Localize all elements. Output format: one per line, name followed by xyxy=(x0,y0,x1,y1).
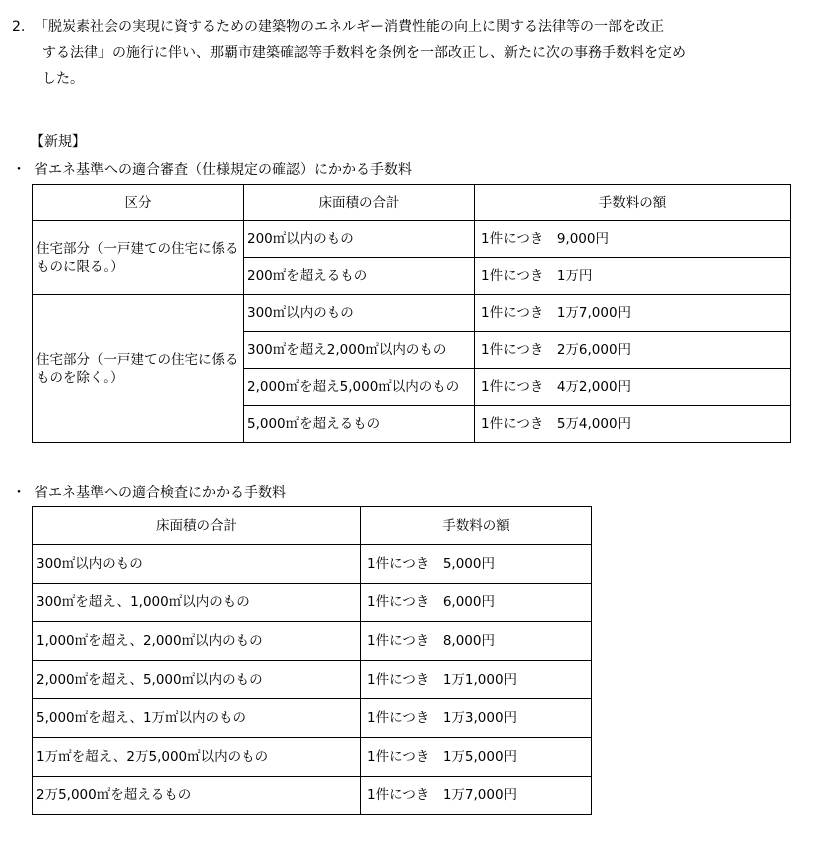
fee-cell: 1件につき 4万2,000円 xyxy=(475,369,791,406)
table-row xyxy=(33,699,592,738)
section-label-new: 【新規】 xyxy=(30,134,86,150)
fee-cell: 1件につき 1万1,000円 xyxy=(361,660,592,699)
category-cell: 住宅部分（一戸建ての住宅に係るものに限る。） xyxy=(33,221,244,295)
inspection-fee-table xyxy=(32,506,592,815)
table-header-row xyxy=(33,507,592,545)
table1-title: 省エネ基準への適合審査（仕様規定の確認）にかかる手数料 xyxy=(34,162,412,178)
header-fee: 手数料の額 xyxy=(361,507,592,545)
fee-cell: 1件につき 1万7,000円 xyxy=(361,776,592,815)
header-fee: 手数料の額 xyxy=(475,185,791,221)
area-cell: 5,000㎡を超え、1万㎡以内のもの xyxy=(33,699,361,738)
fee-cell: 1件につき 1万7,000円 xyxy=(475,295,791,332)
table-row xyxy=(33,660,592,699)
table2-heading xyxy=(12,482,286,504)
fee-cell: 1件につき 1万3,000円 xyxy=(361,699,592,738)
item-number: 2. xyxy=(12,19,26,35)
area-cell: 300㎡を超え2,000㎡以内のもの xyxy=(244,332,475,369)
fee-cell: 1件につき 6,000円 xyxy=(361,583,592,622)
area-cell: 300㎡以内のもの xyxy=(33,545,361,584)
table-row xyxy=(33,737,592,776)
table-row xyxy=(33,295,791,332)
table-row xyxy=(33,221,791,258)
table1-heading xyxy=(12,159,412,181)
category-cell: 住宅部分（一戸建ての住宅に係るものを除く。） xyxy=(33,295,244,443)
header-floor-area: 床面積の合計 xyxy=(33,507,361,545)
table-row xyxy=(33,776,592,815)
table-row xyxy=(33,622,592,661)
area-cell: 300㎡以内のもの xyxy=(244,295,475,332)
area-cell: 300㎡を超え、1,000㎡以内のもの xyxy=(33,583,361,622)
bullet-mark: ・ xyxy=(12,162,26,178)
area-cell: 5,000㎡を超えるもの xyxy=(244,406,475,443)
bullet-mark: ・ xyxy=(12,485,26,501)
header-floor-area: 床面積の合計 xyxy=(244,185,475,221)
table-row xyxy=(33,545,592,584)
fee-cell: 1件につき 1万円 xyxy=(475,258,791,295)
header-category: 区分 xyxy=(33,185,244,221)
table-row xyxy=(33,583,592,622)
area-cell: 2万5,000㎡を超えるもの xyxy=(33,776,361,815)
area-cell: 1,000㎡を超え、2,000㎡以内のもの xyxy=(33,622,361,661)
fee-cell: 1件につき 9,000円 xyxy=(475,221,791,258)
area-cell: 2,000㎡を超え5,000㎡以内のもの xyxy=(244,369,475,406)
fee-cell: 1件につき 2万6,000円 xyxy=(475,332,791,369)
fee-cell: 1件につき 5万4,000円 xyxy=(475,406,791,443)
fee-cell: 1件につき 8,000円 xyxy=(361,622,592,661)
area-cell: 2,000㎡を超え、5,000㎡以内のもの xyxy=(33,660,361,699)
fee-cell: 1件につき 5,000円 xyxy=(361,545,592,584)
area-cell: 1万㎡を超え、2万5,000㎡以内のもの xyxy=(33,737,361,776)
table-header-row xyxy=(33,185,791,221)
fee-cell: 1件につき 1万5,000円 xyxy=(361,737,592,776)
area-cell: 200㎡を超えるもの xyxy=(244,258,475,295)
intro-line-1: 「脱炭素社会の実現に資するための建築物のエネルギー消費性能の向上に関する法律等の一部を改正 xyxy=(34,19,664,35)
intro-line-2: する法律」の施行に伴い、那覇市建築確認等手数料を条例を一部改正し、新たに次の事務手数料を定め xyxy=(42,45,686,61)
review-fee-table xyxy=(32,184,791,443)
table2-title: 省エネ基準への適合検査にかかる手数料 xyxy=(34,485,286,501)
area-cell: 200㎡以内のもの xyxy=(244,221,475,258)
intro-line-3: した。 xyxy=(42,71,84,87)
